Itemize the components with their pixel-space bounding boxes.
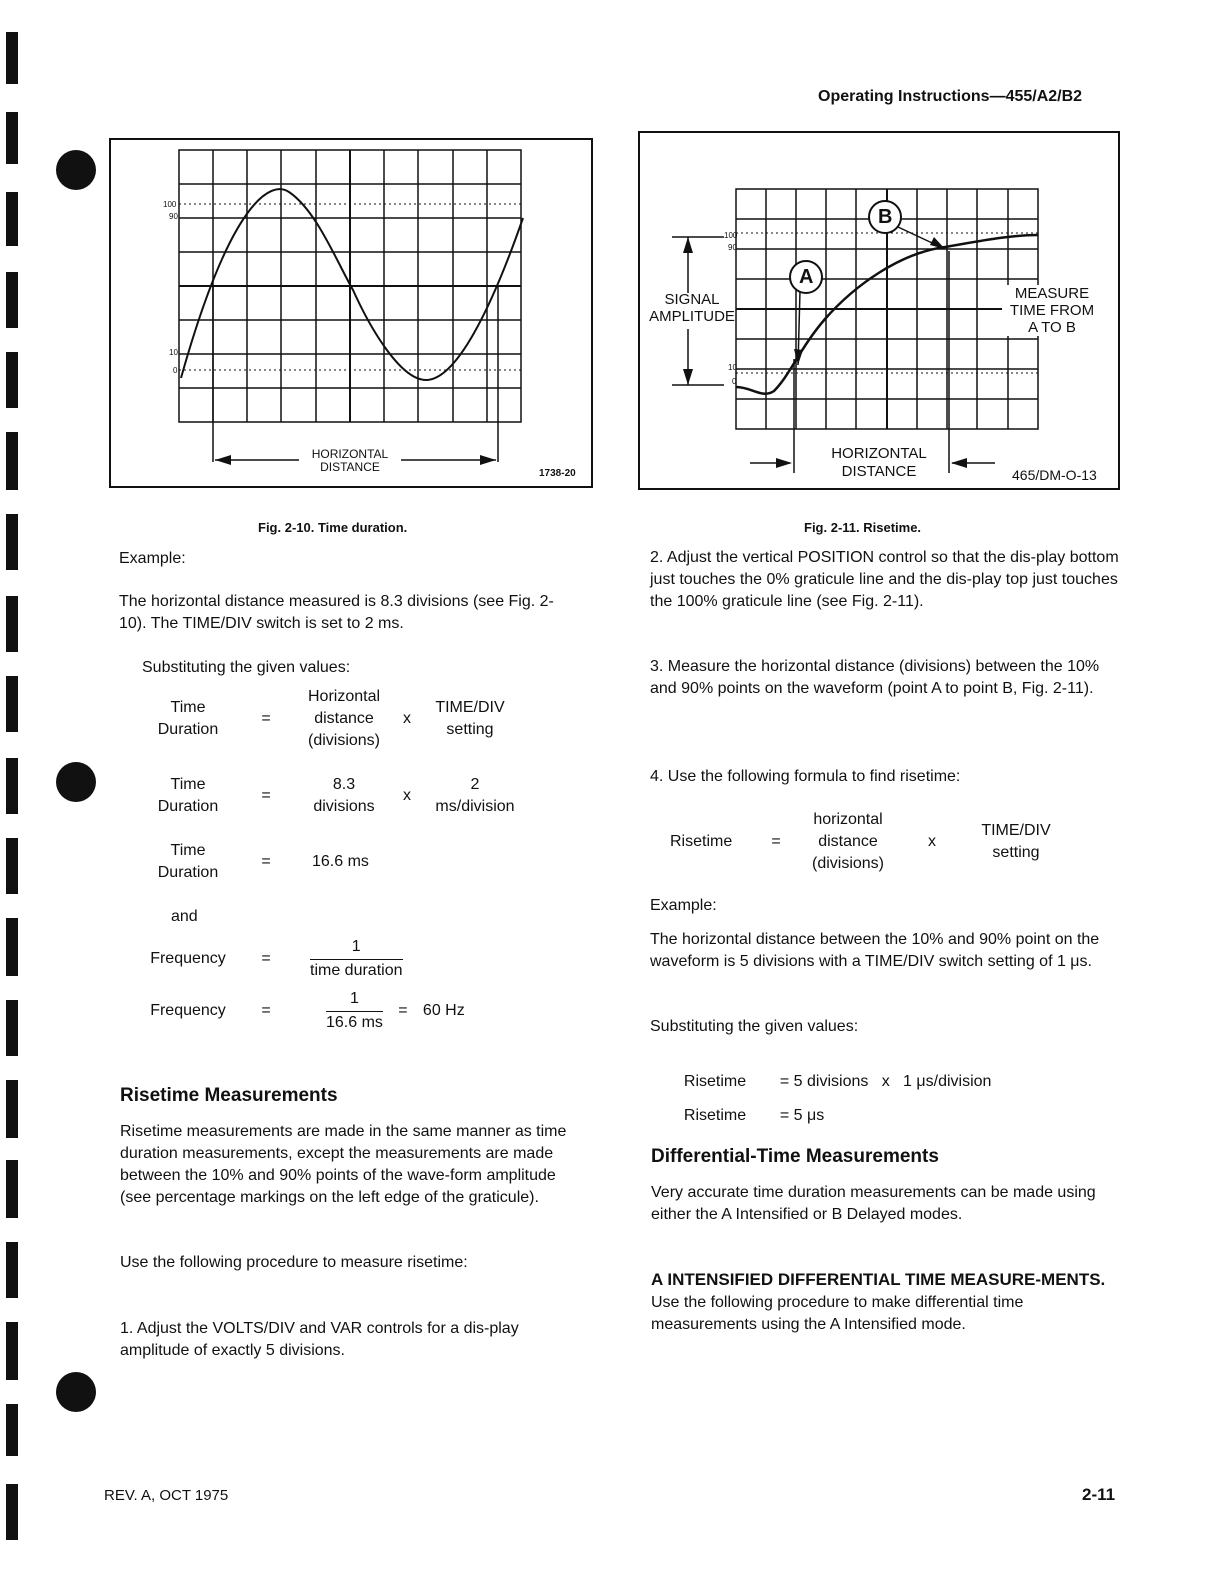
revision-date: REV. A, OCT 1975 <box>104 1487 229 1504</box>
label-0: 0 <box>732 377 737 386</box>
horizontal-distance-label: HORIZONTAL DISTANCE <box>831 445 927 480</box>
substituting-label: Substituting the given values: <box>650 1018 859 1035</box>
paragraph: Very accurate time duration measurements can be made using either the A Intensified or B Delayed modes. <box>651 1184 1096 1223</box>
section-heading-differential: Differential-Time Measurements <box>651 1146 939 1167</box>
figure-code: 1738-20 <box>539 468 576 479</box>
label-90: 90 <box>169 212 178 221</box>
section-heading-risetime: Risetime Measurements <box>120 1085 338 1106</box>
subheading: A INTENSIFIED DIFFERENTIAL TIME MEASURE-MENTS. <box>651 1270 1106 1289</box>
figure-caption: Fig. 2-11. Risetime. <box>804 520 922 535</box>
label-10: 10 <box>728 363 737 372</box>
point-b-label: B <box>878 206 893 228</box>
figure-code: 465/DM-O-13 <box>1012 467 1097 483</box>
label-0: 0 <box>173 366 178 375</box>
equation-time-duration: Time Duration = Horizontal distance (divisions) x TIME/DIV setting <box>157 688 505 749</box>
page-header: Operating Instructions—455/A2/B2 <box>818 88 1083 105</box>
paragraph: The horizontal distance between the 10% and 90% point on the waveform is 5 divisions with a TIME/DIV switch setting of 1 μs. <box>650 931 1100 970</box>
step-2: 2. Adjust the vertical POSITION control so that the dis-play bottom just touches the 0% graticule line and the dis-play top just touches the 100% graticule line (see Fig. 2-11). <box>650 549 1119 610</box>
equation-frequency: Frequency = $\frac{1}{\text{time duration}}$ <box>150 938 403 979</box>
paragraph: Risetime measurements are made in the same manner as time duration measurements, except the measurements are made between the 10% and 90% points of the wave-form amplitude (see percentage markings on the left edge of the graticule). <box>120 1123 567 1206</box>
figure-caption: Fig. 2-10. Time duration. <box>258 520 408 535</box>
example-label: Example: <box>650 897 717 914</box>
time-duration-graticule <box>111 140 591 486</box>
equation-result: Time Duration = 16.6 ms <box>157 842 369 881</box>
horizontal-distance-label: HORIZONTAL DISTANCE <box>311 447 389 474</box>
figure-risetime <box>638 131 1120 490</box>
subheading-text: Use the following procedure to make differential time measurements using the A Intensified mode. <box>651 1294 1024 1333</box>
example-label: Example: <box>119 550 186 567</box>
measure-label: MEASURE TIME FROM A TO B <box>1002 285 1102 336</box>
page-number: 2-11 <box>1082 1485 1116 1504</box>
equation-substituted: Time Duration = 8.3 divisions x 2 ms/division <box>157 776 515 815</box>
step-1: 1. Adjust the VOLTS/DIV and VAR controls for a dis-play amplitude of exactly 5 divisions. <box>120 1320 519 1359</box>
label-100: 100 <box>724 231 738 240</box>
paragraph: Use the following procedure to measure risetime: <box>120 1254 468 1271</box>
equation-risetime: Risetime = horizontal distance (divisions) x TIME/DIV setting <box>670 811 1051 872</box>
label-90: 90 <box>728 243 737 252</box>
equation-frequency-result: Frequency = $\frac{1}{16.6 ms}$ = 60 Hz <box>150 990 465 1031</box>
label-10: 10 <box>169 348 178 357</box>
figure-time-duration <box>109 138 593 488</box>
equation-risetime-result: Risetime = 5 μs <box>683 1107 825 1124</box>
step-4: 4. Use the following formula to find risetime: <box>650 768 961 785</box>
paragraph <box>651 1269 1127 1336</box>
step-3: 3. Measure the horizontal distance (divisions) between the 10% and 90% points on the waveform (point A to point B, Fig. 2-11). <box>650 658 1100 697</box>
and-label: and <box>171 908 198 925</box>
signal-amplitude-label: SIGNAL AMPLITUDE <box>649 291 735 325</box>
substituting-label: Substituting the given values: <box>142 659 351 676</box>
paragraph: The horizontal distance measured is 8.3 divisions (see Fig. 2-10). The TIME/DIV switch is set to 2 ms. <box>119 593 554 632</box>
label-100: 100 <box>163 200 177 209</box>
point-a-label: A <box>799 266 814 288</box>
equation-risetime-values: Risetime = 5 divisions x 1 μs/division <box>683 1073 992 1090</box>
